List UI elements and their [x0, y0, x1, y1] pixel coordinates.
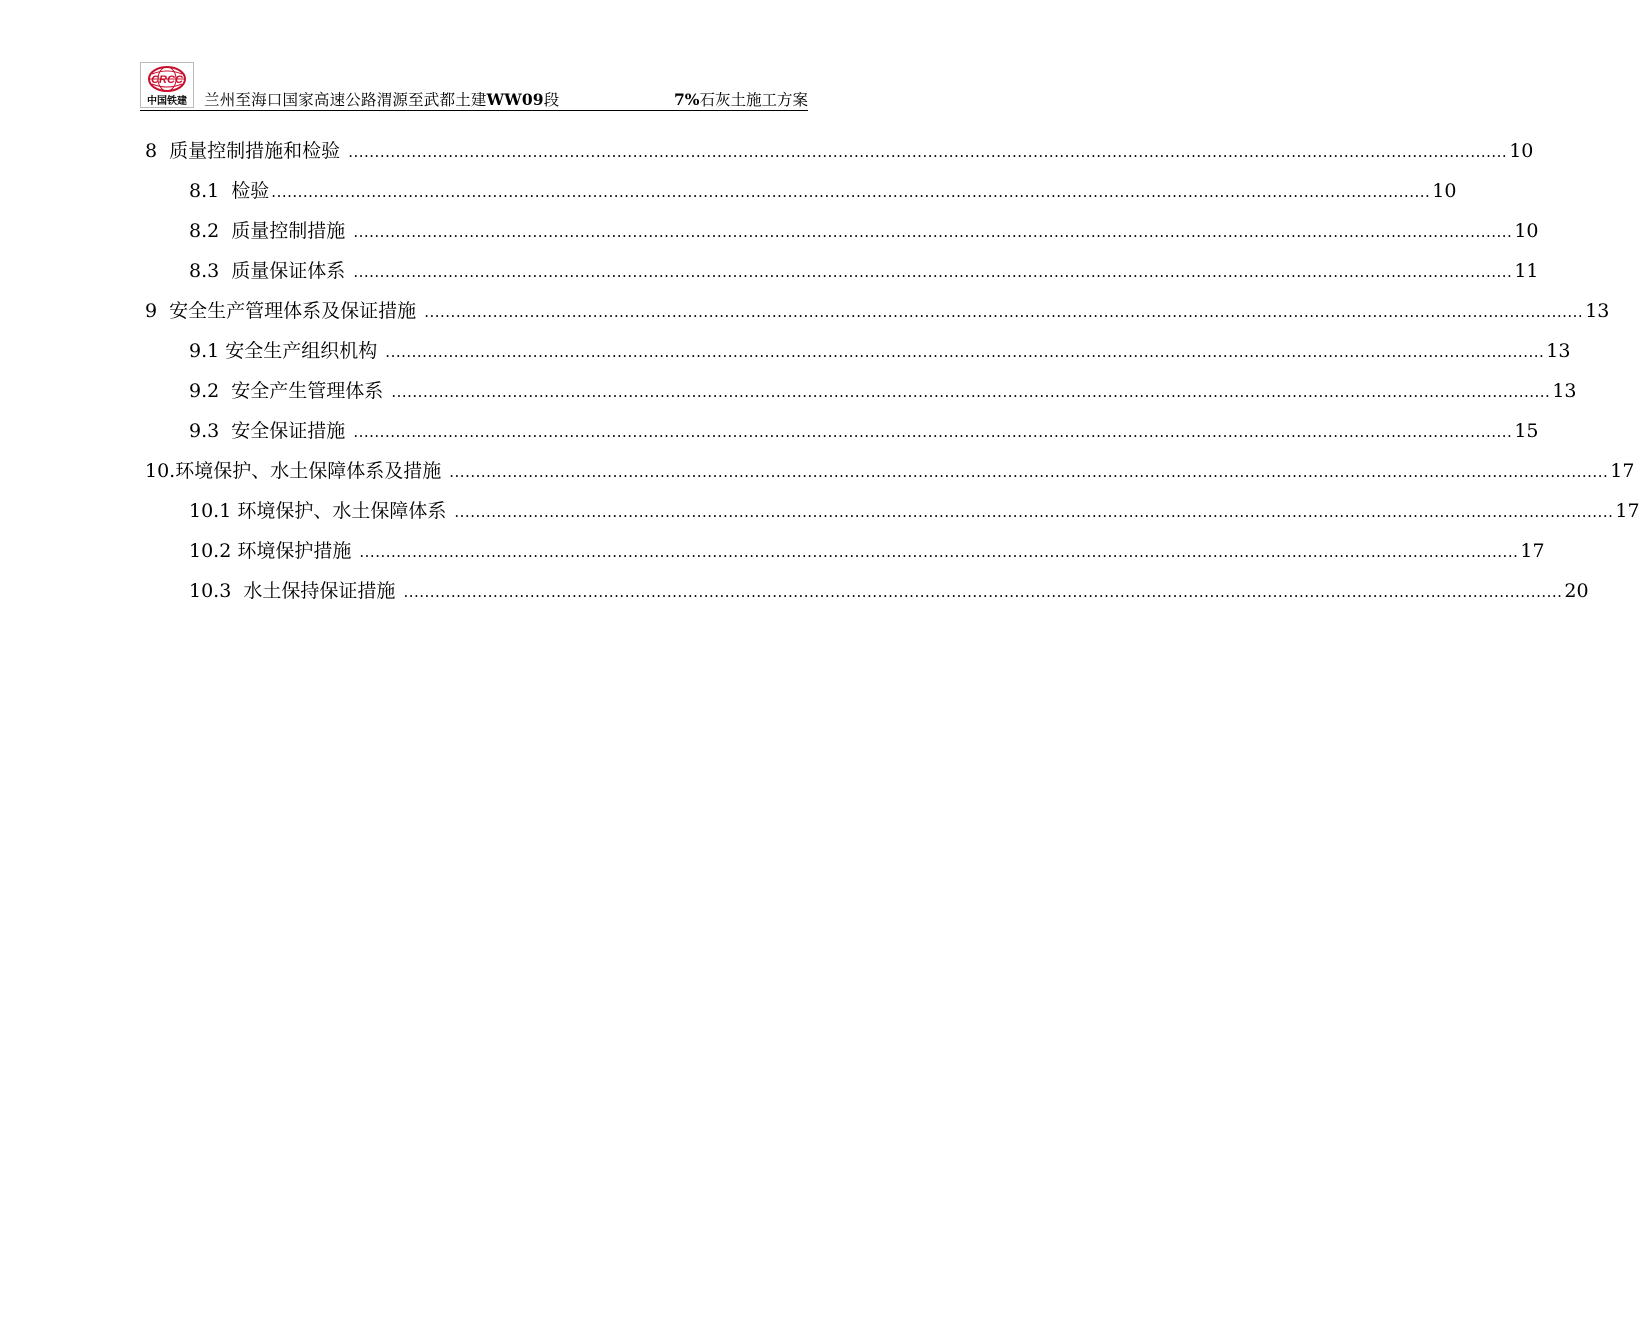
toc-entry-page: 13 — [1552, 380, 1577, 402]
toc-entry-title: 8.2 质量控制措施 — [189, 220, 352, 242]
toc-dot-leader: ............................................................................................................................................................................................................................ — [271, 183, 1431, 201]
toc-entry-page: 10 — [1509, 140, 1534, 162]
toc-entry-page: 10 — [1432, 180, 1457, 202]
toc-entry-title: 9.3 安全保证措施 — [189, 420, 352, 442]
toc-dot-leader: ............................................................................................................................................................................................................................ — [449, 463, 1609, 481]
toc-entry-title: 10.3 水土保持保证措施 — [189, 580, 402, 602]
header-project-prefix: 兰州至海口国家高速公路渭源至武都土建 — [204, 91, 487, 109]
header-doc-percent: 7% — [673, 90, 700, 109]
toc-entry[interactable] — [145, 136, 1534, 176]
toc-dot-leader: ............................................................................................................................................................................................................................ — [353, 423, 1513, 441]
toc-entry-title: 10.1 环境保护、水土保障体系 — [189, 500, 453, 522]
toc-entry-title: 8 质量控制措施和检验 — [145, 140, 347, 162]
toc-dot-leader: ............................................................................................................................................................................................................................ — [391, 383, 1551, 401]
toc-entry[interactable] — [145, 496, 1640, 536]
toc-entry[interactable] — [145, 176, 1457, 216]
toc-dot-leader: ............................................................................................................................................................................................................................ — [359, 543, 1519, 561]
toc-dot-leader: ............................................................................................................................................................................................................................ — [348, 143, 1508, 161]
toc-entry[interactable] — [145, 536, 1545, 576]
toc-entry-title: 10.环境保护、水土保障体系及措施 — [145, 460, 448, 482]
header-rule — [140, 110, 808, 111]
toc-entry-page: 13 — [1546, 340, 1571, 362]
toc-dot-leader: ............................................................................................................................................................................................................................ — [353, 263, 1513, 281]
toc-entry[interactable] — [145, 296, 1610, 336]
header-project-suffix: 段 — [543, 91, 560, 109]
toc-dot-leader: ............................................................................................................................................................................................................................ — [454, 503, 1614, 521]
toc-entry[interactable] — [145, 336, 1571, 376]
toc-entry-title: 10.2 环境保护措施 — [189, 540, 358, 562]
toc-entry-title: 9 安全生产管理体系及保证措施 — [145, 300, 423, 322]
header-doc-title-text: 石灰土施工方案 — [699, 91, 808, 109]
header-doc-title — [674, 88, 808, 110]
toc-dot-leader: ............................................................................................................................................................................................................................ — [424, 303, 1584, 321]
toc-entry[interactable] — [145, 376, 1577, 416]
toc-dot-leader: ............................................................................................................................................................................................................................ — [403, 583, 1563, 601]
table-of-contents — [145, 136, 1640, 616]
toc-entry[interactable] — [145, 576, 1589, 616]
toc-entry-page: 13 — [1585, 300, 1610, 322]
toc-entry[interactable] — [145, 216, 1539, 256]
toc-entry-page: 17 — [1610, 460, 1635, 482]
toc-entry-page: 17 — [1520, 540, 1545, 562]
toc-entry-page: 17 — [1615, 500, 1640, 522]
crcc-logo — [140, 62, 194, 108]
toc-dot-leader: ............................................................................................................................................................................................................................ — [385, 343, 1545, 361]
toc-entry-page: 11 — [1514, 260, 1539, 282]
header-project-code: WW09 — [486, 90, 544, 109]
toc-entry-title: 8.1 检验 — [189, 180, 270, 202]
logo-text: 中国铁建 — [147, 96, 187, 107]
toc-entry[interactable] — [145, 456, 1635, 496]
toc-entry-page: 15 — [1514, 420, 1539, 442]
header-project — [204, 88, 560, 110]
toc-entry-page: 10 — [1514, 220, 1539, 242]
toc-entry-title: 8.3 质量保证体系 — [189, 260, 352, 282]
toc-entry-title: 9.1 安全生产组织机构 — [189, 340, 384, 362]
logo-mark: CRCC — [151, 74, 183, 86]
toc-entry-page: 20 — [1564, 580, 1589, 602]
toc-entry-title: 9.2 安全产生管理体系 — [189, 380, 390, 402]
toc-dot-leader: ............................................................................................................................................................................................................................ — [353, 223, 1513, 241]
page-header — [140, 62, 808, 110]
toc-entry[interactable] — [145, 416, 1539, 456]
toc-entry[interactable] — [145, 256, 1539, 296]
